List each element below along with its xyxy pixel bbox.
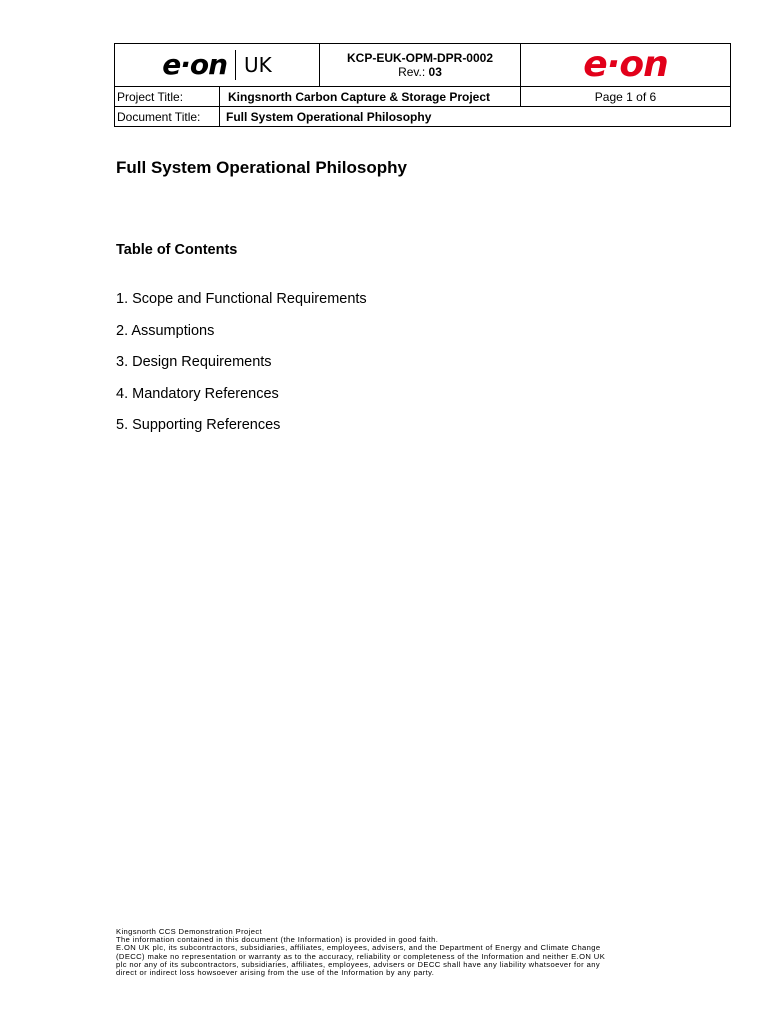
logo-divider: [235, 50, 236, 80]
footer-line: plc nor any of its subcontractors, subsidiaries, affiliates, employees, advisers or DECC shall have any liability whatsoever for any: [116, 959, 601, 969]
toc-item[interactable]: 3. Design Requirements: [116, 354, 272, 370]
eon-red-logo-cell: [521, 44, 731, 87]
document-number: KCP-EUK-OPM-DPR-0002: [346, 51, 494, 65]
toc-item[interactable]: 1. Scope and Functional Requirements: [116, 291, 367, 307]
eon-logo-wordmark: e·on: [162, 48, 228, 81]
toc-item[interactable]: 4. Mandatory References: [116, 385, 279, 402]
page-title: Full System Operational Philosophy: [116, 158, 407, 177]
footer-line: direct or indirect loss howsoever arising from the use of the Information by any party.: [116, 968, 435, 978]
page-indicator: Page 1 of 6: [521, 87, 731, 107]
revision: [320, 65, 520, 79]
footer-line: E.ON UK plc, its subcontractors, subsidiaries, affiliates, employees, advisers, and the Department of Energy and Climate Change: [116, 943, 601, 953]
toc-item[interactable]: 2. Assumptions: [116, 322, 215, 339]
document-title-label: Document Title:: [115, 107, 220, 127]
document-number-cell: [320, 44, 521, 87]
document-title-value: Full System Operational Philosophy: [220, 107, 731, 127]
footer-line: Kingsnorth CCS Demonstration Project: [116, 927, 263, 936]
toc-list: [116, 290, 367, 448]
footer-line: The information contained in this document (the Information) is provided in good faith.: [116, 935, 439, 945]
project-title-label: Project Title:: [115, 87, 220, 107]
document-header-table: [114, 43, 731, 127]
revision-label: Rev.:: [398, 65, 426, 79]
eon-uk-logo-cell: [115, 44, 320, 87]
disclaimer-footer: [116, 928, 656, 977]
toc-item[interactable]: 5. Supporting References: [116, 417, 281, 433]
eon-uk-logo: [115, 44, 319, 86]
project-title-value: Kingsnorth Carbon Capture & Storage Project: [220, 87, 521, 107]
revision-value: 03: [428, 65, 442, 79]
footer-line: (DECC) make no representation or warranty as to the accuracy, reliability or completeness of the Information and neither E.ON UK: [116, 951, 606, 961]
eon-red-logo: e·on: [583, 44, 668, 85]
logo-region-text: UK: [244, 53, 272, 77]
toc-heading: Table of Contents: [116, 242, 238, 258]
